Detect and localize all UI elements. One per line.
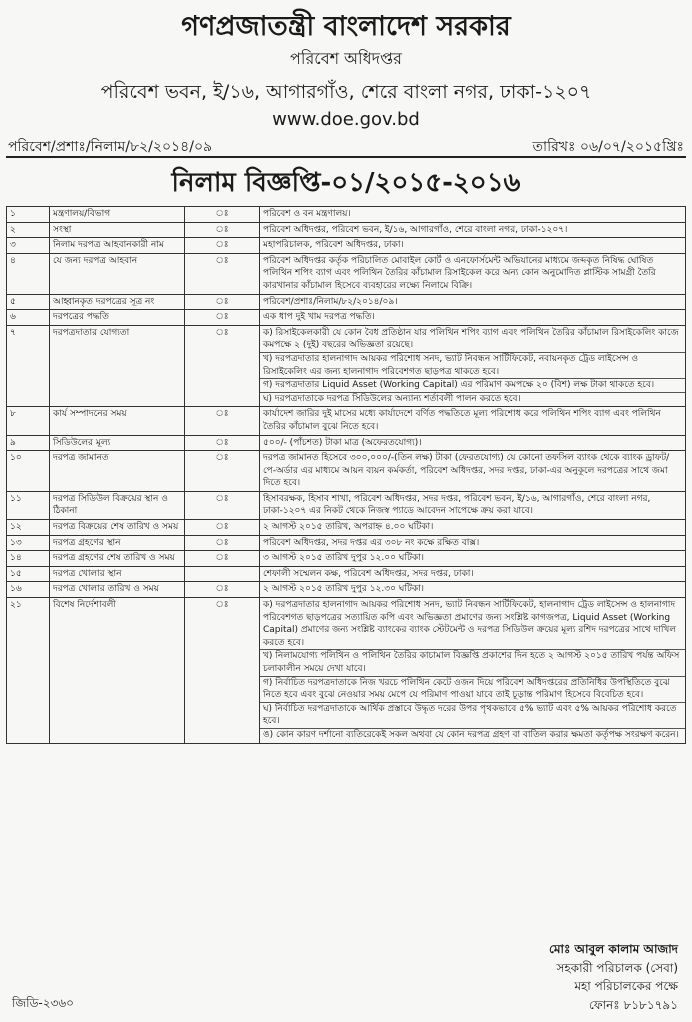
row-label: বিশেষ নির্দেশাবলী <box>50 598 185 744</box>
table-row <box>7 407 686 435</box>
row-value-paragraph: দরপত্র জামানত হিসেবে ৩০০,০০০/-(তিন লক্ষ) টাকা (ফেরতযোগ্য) যে কোনো তফসিল ব্যাংক থেকে ব্যাংক ড্রাফট/পে-অর্ডার এর মাধ্যমে আয়ন ব্যয়ন কর্মকর্তা, পরিবেশ অধিদপ্তর, সদর দপ্তর, ঢাকা-এর অনুকূলে দরপত্রের সাথে জমা দিতে হবে। <box>263 453 670 489</box>
row-number: ১০ <box>7 451 50 492</box>
row-label: নিলাম দরপত্র আহবানকারী নাম <box>50 238 185 254</box>
row-value <box>260 598 686 744</box>
row-value <box>260 238 686 254</box>
table-row <box>7 551 686 567</box>
row-separator: ঃ <box>185 435 260 451</box>
row-value <box>260 310 686 326</box>
table-row <box>7 222 686 238</box>
row-value-paragraph: এক ধাপ দুই খাম দরপত্র পদ্ধতি। <box>263 312 375 323</box>
row-value <box>260 435 686 451</box>
row-separator: ঃ <box>185 222 260 238</box>
row-value <box>260 566 686 582</box>
department-address: পরিবেশ ভবন, ই/১৬, আগারগাঁও, শেরে বাংলা নগর, ঢাকা-১২০৭ <box>100 81 592 103</box>
row-separator: ঃ <box>185 253 260 294</box>
row-number: ৬ <box>7 310 50 326</box>
row-value-paragraph: কার্যাদেশ জারির দুই মাসের মধ্যে কার্যাদেশে বর্ণিত পদ্ধতিতে মূল্য পরিশোধ করে পলিথিন শপিং ব্যাগ এবং পলিথিন তৈরির কাঁচামাল বুঝে নিতে হবে। <box>263 409 661 432</box>
row-number: ১৬ <box>7 582 50 598</box>
table-row <box>7 294 686 310</box>
row-value <box>260 407 686 435</box>
row-value-paragraph: ২ আগস্ট ২০১৫ তারিখ দুপুর ১২.৩০ ঘটিকা। <box>263 584 424 595</box>
row-number: ৫ <box>7 294 50 310</box>
row-label: দরপত্র গ্রহণের স্থান <box>50 535 185 551</box>
row-label: দরপত্রের পদ্ধতি <box>50 310 185 326</box>
row-number: ১৩ <box>7 535 50 551</box>
row-value <box>260 582 686 598</box>
memo-number: পরিবেশ/প্রশাঃ/নিলাম/৮২/২০১৪/০৯ <box>8 139 213 155</box>
row-value <box>260 294 686 310</box>
row-separator: ঃ <box>185 491 260 519</box>
row-value <box>260 207 686 223</box>
row-separator: ঃ <box>185 238 260 254</box>
row-separator <box>185 566 260 582</box>
row-separator: ঃ <box>185 310 260 326</box>
row-number: ২১ <box>7 598 50 744</box>
row-value-paragraph: ক) দরপত্রদাতার হালনাগাদ আয়কর পরিশোধ সনদ, ভ্যাট নিবন্ধন সার্টিফিকেট, হালনাগাদ ট্রেড লাইসেন্স ও হালনাগাদ পরিবেশগত ছাড়পত্রের সত্যায়িত কপি এবং অভিজ্ঞতা প্রমাণের জন্য সংশ্লিষ্ট কাগজপত্র, Liquid Asset (Working Capital) প্রমাণের জন্য সংশ্লিষ্ট ব্যাংকের ব্যাংক স্টেটমেন্ট ও দরপত্র সিডিউল ক্রয়ের মূল্য রশিদ দরপত্রের সাথে দাখিল করতে হবে। <box>263 600 677 648</box>
row-value <box>260 551 686 567</box>
row-label: সিডিউলের মূল্য <box>50 435 185 451</box>
row-number: ১৫ <box>7 566 50 582</box>
signatory-phone: ফোনঃ ৮১৮১৭৯১ <box>588 997 678 1012</box>
signatory-on-behalf: মহা পরিচালকের পক্ষে <box>574 979 678 993</box>
row-value-paragraph: গ) নির্বাচিত দরপত্রদাতাকে নিজ খরচে পলিথিন কেটে ওজন দিয়ে পরিবেশ অধিদপ্তরের প্রতিনিধির উপস্থিতিতে বুঝে নিতে হবে এবং বুঝে নেওয়ার সময় মেপে যে পরিমাণ পাওয়া যাবে তাই চূড়ান্ত পরিমাণ হিসেবে বিবেচিত হবে। <box>260 676 685 702</box>
row-number: ৩ <box>7 238 50 254</box>
row-value-paragraph: ৫০০/- (পাঁচশত) টাকা মাত্র (অফেরতযোগ্য)। <box>263 437 422 448</box>
row-label: যে জন্য দরপত্র আহবান <box>50 253 185 294</box>
row-label: দরপত্রদাতার যোগ্যতা <box>50 325 185 407</box>
department-name: পরিবেশ অধিদপ্তর <box>290 49 402 68</box>
government-heading: গণপ্রজাতন্ত্রী বাংলাদেশ সরকার <box>181 11 511 42</box>
row-number: ৪ <box>7 253 50 294</box>
row-separator: ঃ <box>185 207 260 223</box>
row-number: ১২ <box>7 520 50 536</box>
row-value-paragraph: ক) রিসাইকেলকারী যে কোন বৈধ প্রতিষ্ঠান যার পলিথিন শপিং ব্যাগ এবং পলিথিন তৈরির কাঁচামাল রিসাইকেলিং কাজে কমপক্ষে ২ (দুই) বছরের অভিজ্ঞতা রয়েছে। <box>263 327 679 351</box>
row-value-paragraph: ৩ আগস্ট ২০১৫ তারিখ দুপুর ১২.০০ ঘটিকা। <box>263 553 424 564</box>
table-row <box>7 582 686 598</box>
row-number: ৮ <box>7 407 50 435</box>
table-row <box>7 535 686 551</box>
row-label: সংস্থা <box>50 222 185 238</box>
row-label: কার্য সম্পাদনের সময় <box>50 407 185 435</box>
row-value <box>260 451 686 492</box>
row-value <box>260 325 686 407</box>
row-value <box>260 535 686 551</box>
row-value-paragraph: ঘ) নির্বাচিত দরপত্রদাতাকে আর্থিক প্রস্তাবে উদ্ধৃত দরের উপর পৃথকভাবে ৫% ভ্যাট এবং ৫% আয়কর পরিশোধ করতে হবে। <box>260 702 685 728</box>
row-label: দরপত্র খোলার তারিখ ও সময় <box>50 582 185 598</box>
row-separator: ঃ <box>185 325 260 407</box>
table-row <box>7 207 686 223</box>
row-label: দরপত্র খোলার স্থান <box>50 566 185 582</box>
row-separator: ঃ <box>185 520 260 536</box>
row-value-paragraph: ২ আগস্ট ২০১৫ তারিখ, অপরাহ্ন ৪.০০ ঘটিকা। <box>263 522 434 533</box>
website-link[interactable]: www.doe.gov.bd <box>272 109 420 130</box>
row-value <box>260 520 686 536</box>
row-separator: ঃ <box>185 535 260 551</box>
table-row <box>7 310 686 326</box>
row-value-paragraph: ঘ) দরপত্রদাতাকে দরপত্র সিডিউলের অন্যান্য শর্তাবলী পালন করতে হবে। <box>260 392 685 406</box>
row-label: দরপত্র জামানত <box>50 451 185 492</box>
row-separator: ঃ <box>185 294 260 310</box>
row-label: দরপত্র সিডিউল বিক্রয়ের স্থান ও ঠিকানা <box>50 491 185 519</box>
notice-title: নিলাম বিজ্ঞপ্তি-০১/২০১৫-২০১৬ <box>171 168 521 198</box>
table-row <box>7 238 686 254</box>
signatory-name: মোঃ আবুল কালাম আজাদ <box>548 942 678 956</box>
row-value-paragraph: পরিবেশ অধিদপ্তর, পরিবেশ ভবন, ই/১৬, আগারগাঁও, শেরে বাংলা নগর, ঢাকা-১২০৭। <box>263 224 568 235</box>
row-number: ৯ <box>7 435 50 451</box>
row-value-paragraph: পরিবেশ/প্রশাঃ/নিলাম/৮২/২০১৪/০৯। <box>263 296 398 307</box>
row-value-paragraph: হিসাবরক্ষক, হিসাব শাখা, পরিবেশ অধিদপ্তর, সদর দপ্তর, পরিবেশ ভবন, ই/১৬, আগারগাঁও, শেরে বাংলা নগর, ঢাকা-১২০৭ এর নিকট থেকে নিজস্ব প্যাডে আবেদন সাপেক্ষে ক্রয় করা যাবে। <box>263 493 651 517</box>
header-divider <box>6 156 686 158</box>
row-number: ১ <box>7 207 50 223</box>
row-separator: ঃ <box>185 551 260 567</box>
row-value-paragraph: ঙ) কোন কারণ দর্শানো ব্যতিরেকেই সকল অথবা যে কোন দরপত্র গ্রহণ বা বাতিল করার ক্ষমতা কর্তৃপক্ষ সংরক্ষণ করেন। <box>260 728 685 742</box>
row-label: দরপত্র বিক্রয়ের শেষ তারিখ ও সময় <box>50 520 185 536</box>
table-row <box>7 598 686 744</box>
reference-code: জিডি-২৩৬০ <box>12 996 74 1010</box>
table-row <box>7 451 686 492</box>
table-row <box>7 325 686 407</box>
row-value-paragraph: পরিবেশ অধিদপ্তর, সদর দপ্তর এর ৩০৮ নং কক্ষে রক্ষিত বাক্স। <box>263 537 480 548</box>
notice-date: তারিখঃ ০৬/০৭/২০১৫খ্রিঃ <box>532 139 684 155</box>
signature-block <box>549 940 678 1014</box>
row-separator: ঃ <box>185 582 260 598</box>
row-number: ৭ <box>7 325 50 407</box>
row-value-paragraph: খ) দরপত্রদাতার হালনাগাদ আয়কর পরিশোধ সনদ, ভ্যাট নিবন্ধন সার্টিফিকেট, নবায়নকৃত ট্রেড লাইসেন্স ও রিসাইকেলিং এর জন্য হালনাগাদ পরিবেশগত ছাড়পত্র থাকতে হবে। <box>260 352 685 378</box>
row-value-paragraph: মহাপরিচালক, পরিবেশ অধিদপ্তর, ঢাকা। <box>263 240 404 251</box>
row-label: মন্ত্রণালয়/বিভাগ <box>50 207 185 223</box>
row-number: ১৪ <box>7 551 50 567</box>
row-separator: ঃ <box>185 598 260 744</box>
row-separator: ঃ <box>185 407 260 435</box>
table-row <box>7 491 686 519</box>
row-value-paragraph: পরিবেশ অধিদপ্তর কর্তৃক পরিচালিত মোবাইল কোর্ট ও এনফোর্সমেন্ট অভিযানের মাধ্যমে জব্দকৃত নিষিদ্ধ ঘোষিত পলিথিন শপিং ব্যাগ এবং পলিথিন তৈরির কাঁচামাল রিসাইকেল করে অন্য কোন অনুমোদিত প্লাস্টিক সামগ্রী তৈরি কারখানার কাঁচামাল হিসেবে ব্যবহারের লক্ষ্যে নিলামে বিক্রি। <box>263 255 656 291</box>
row-number: ২ <box>7 222 50 238</box>
row-value-paragraph: গ) দরপত্রদাতার Liquid Asset (Working Capital) এর পরিমাণ কমপক্ষে ২০ (বিশ) লক্ষ টাকা থাকতে হবে। <box>260 378 685 392</box>
row-value <box>260 222 686 238</box>
notice-details-table <box>6 206 686 744</box>
row-number: ১১ <box>7 491 50 519</box>
table-row <box>7 435 686 451</box>
row-label: আহ্বানকৃত দরপত্রের সূত্র নং <box>50 294 185 310</box>
table-row <box>7 253 686 294</box>
row-value-paragraph: শেফালী সম্মেলন কক্ষ, পরিবেশ অধিদপ্তর, সদর দপ্তর, ঢাকা। <box>263 568 474 579</box>
table-row <box>7 566 686 582</box>
row-value-paragraph: পরিবেশ ও বন মন্ত্রণালয়। <box>263 209 351 219</box>
row-label: দরপত্র গ্রহণের শেষ তারিখ ও সময় <box>50 551 185 567</box>
row-value-paragraph: খ) নিলামযোগ্য পলিথিন ও পলিথিন তৈরির কাচামাল বিজ্ঞপ্তি প্রকাশের দিন হতে ২ আগস্ট ২০১৫ তারিখ পর্যন্ত অফিস চলাকালীন সময়ে দেখা যাবে। <box>260 649 685 675</box>
table-row <box>7 520 686 536</box>
signatory-designation: সহকারী পরিচালক (সেবা) <box>556 960 678 975</box>
row-value <box>260 253 686 294</box>
row-separator: ঃ <box>185 451 260 492</box>
row-value <box>260 491 686 519</box>
